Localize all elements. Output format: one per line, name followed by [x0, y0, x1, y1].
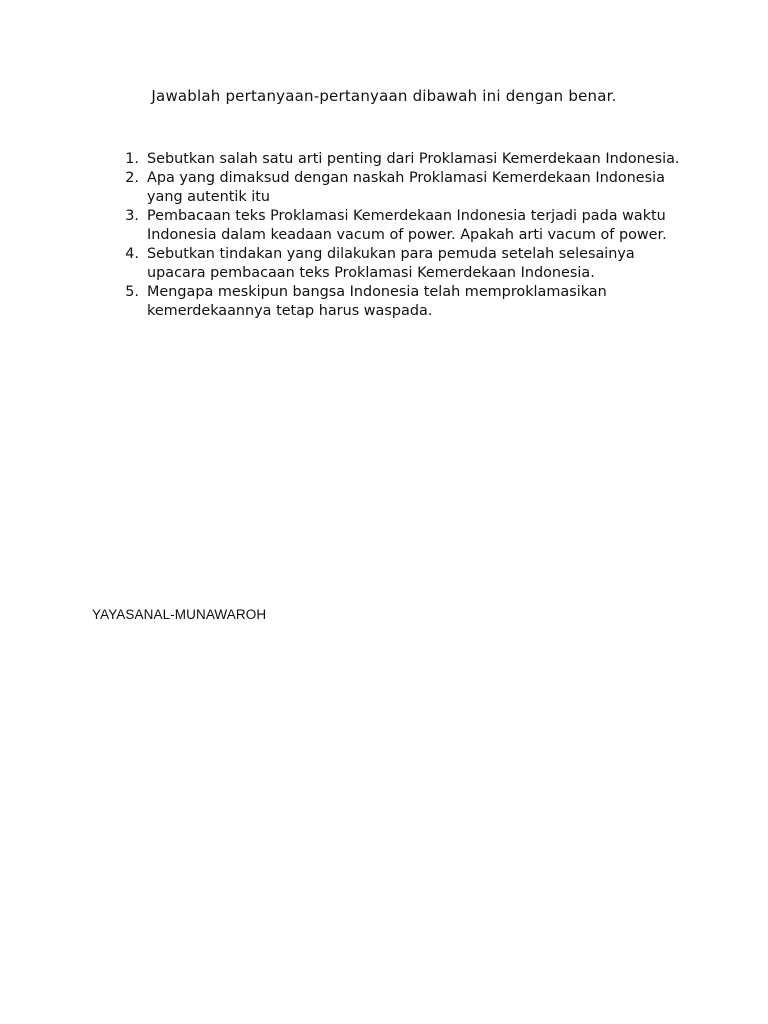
question-number: 2. [125, 170, 139, 186]
footer-organization-name: YAYASANAL-MUNAWAROH [92, 607, 267, 622]
list-item [112, 150, 682, 169]
list-item [112, 169, 682, 207]
question-number: 1. [125, 151, 139, 167]
list-item [112, 207, 682, 245]
list-item [112, 245, 682, 283]
page-title: Jawablah pertanyaan-pertanyaan dibawah ini dengan benar. [151, 87, 617, 105]
question-number: 3. [125, 208, 139, 224]
question-text: Sebutkan tindakan yang dilakukan para pemuda setelah selesainya upacara pembacaan teks Proklamasi Kemerdekaan Indonesia. [147, 246, 635, 281]
question-number: 4. [125, 246, 139, 262]
list-item [112, 283, 682, 321]
question-text: Sebutkan salah satu arti penting dari Proklamasi Kemerdekaan Indonesia. [147, 151, 680, 167]
question-list [112, 150, 682, 321]
question-text: Mengapa meskipun bangsa Indonesia telah memproklamasikan kemerdekaannya tetap harus waspada. [147, 284, 607, 319]
question-text: Pembacaan teks Proklamasi Kemerdekaan Indonesia terjadi pada waktu Indonesia dalam keadaan vacum of power. Apakah arti vacum of power. [147, 208, 667, 243]
question-text: Apa yang dimaksud dengan naskah Proklamasi Kemerdekaan Indonesia yang autentik itu [147, 170, 665, 205]
question-number: 5. [125, 284, 139, 300]
